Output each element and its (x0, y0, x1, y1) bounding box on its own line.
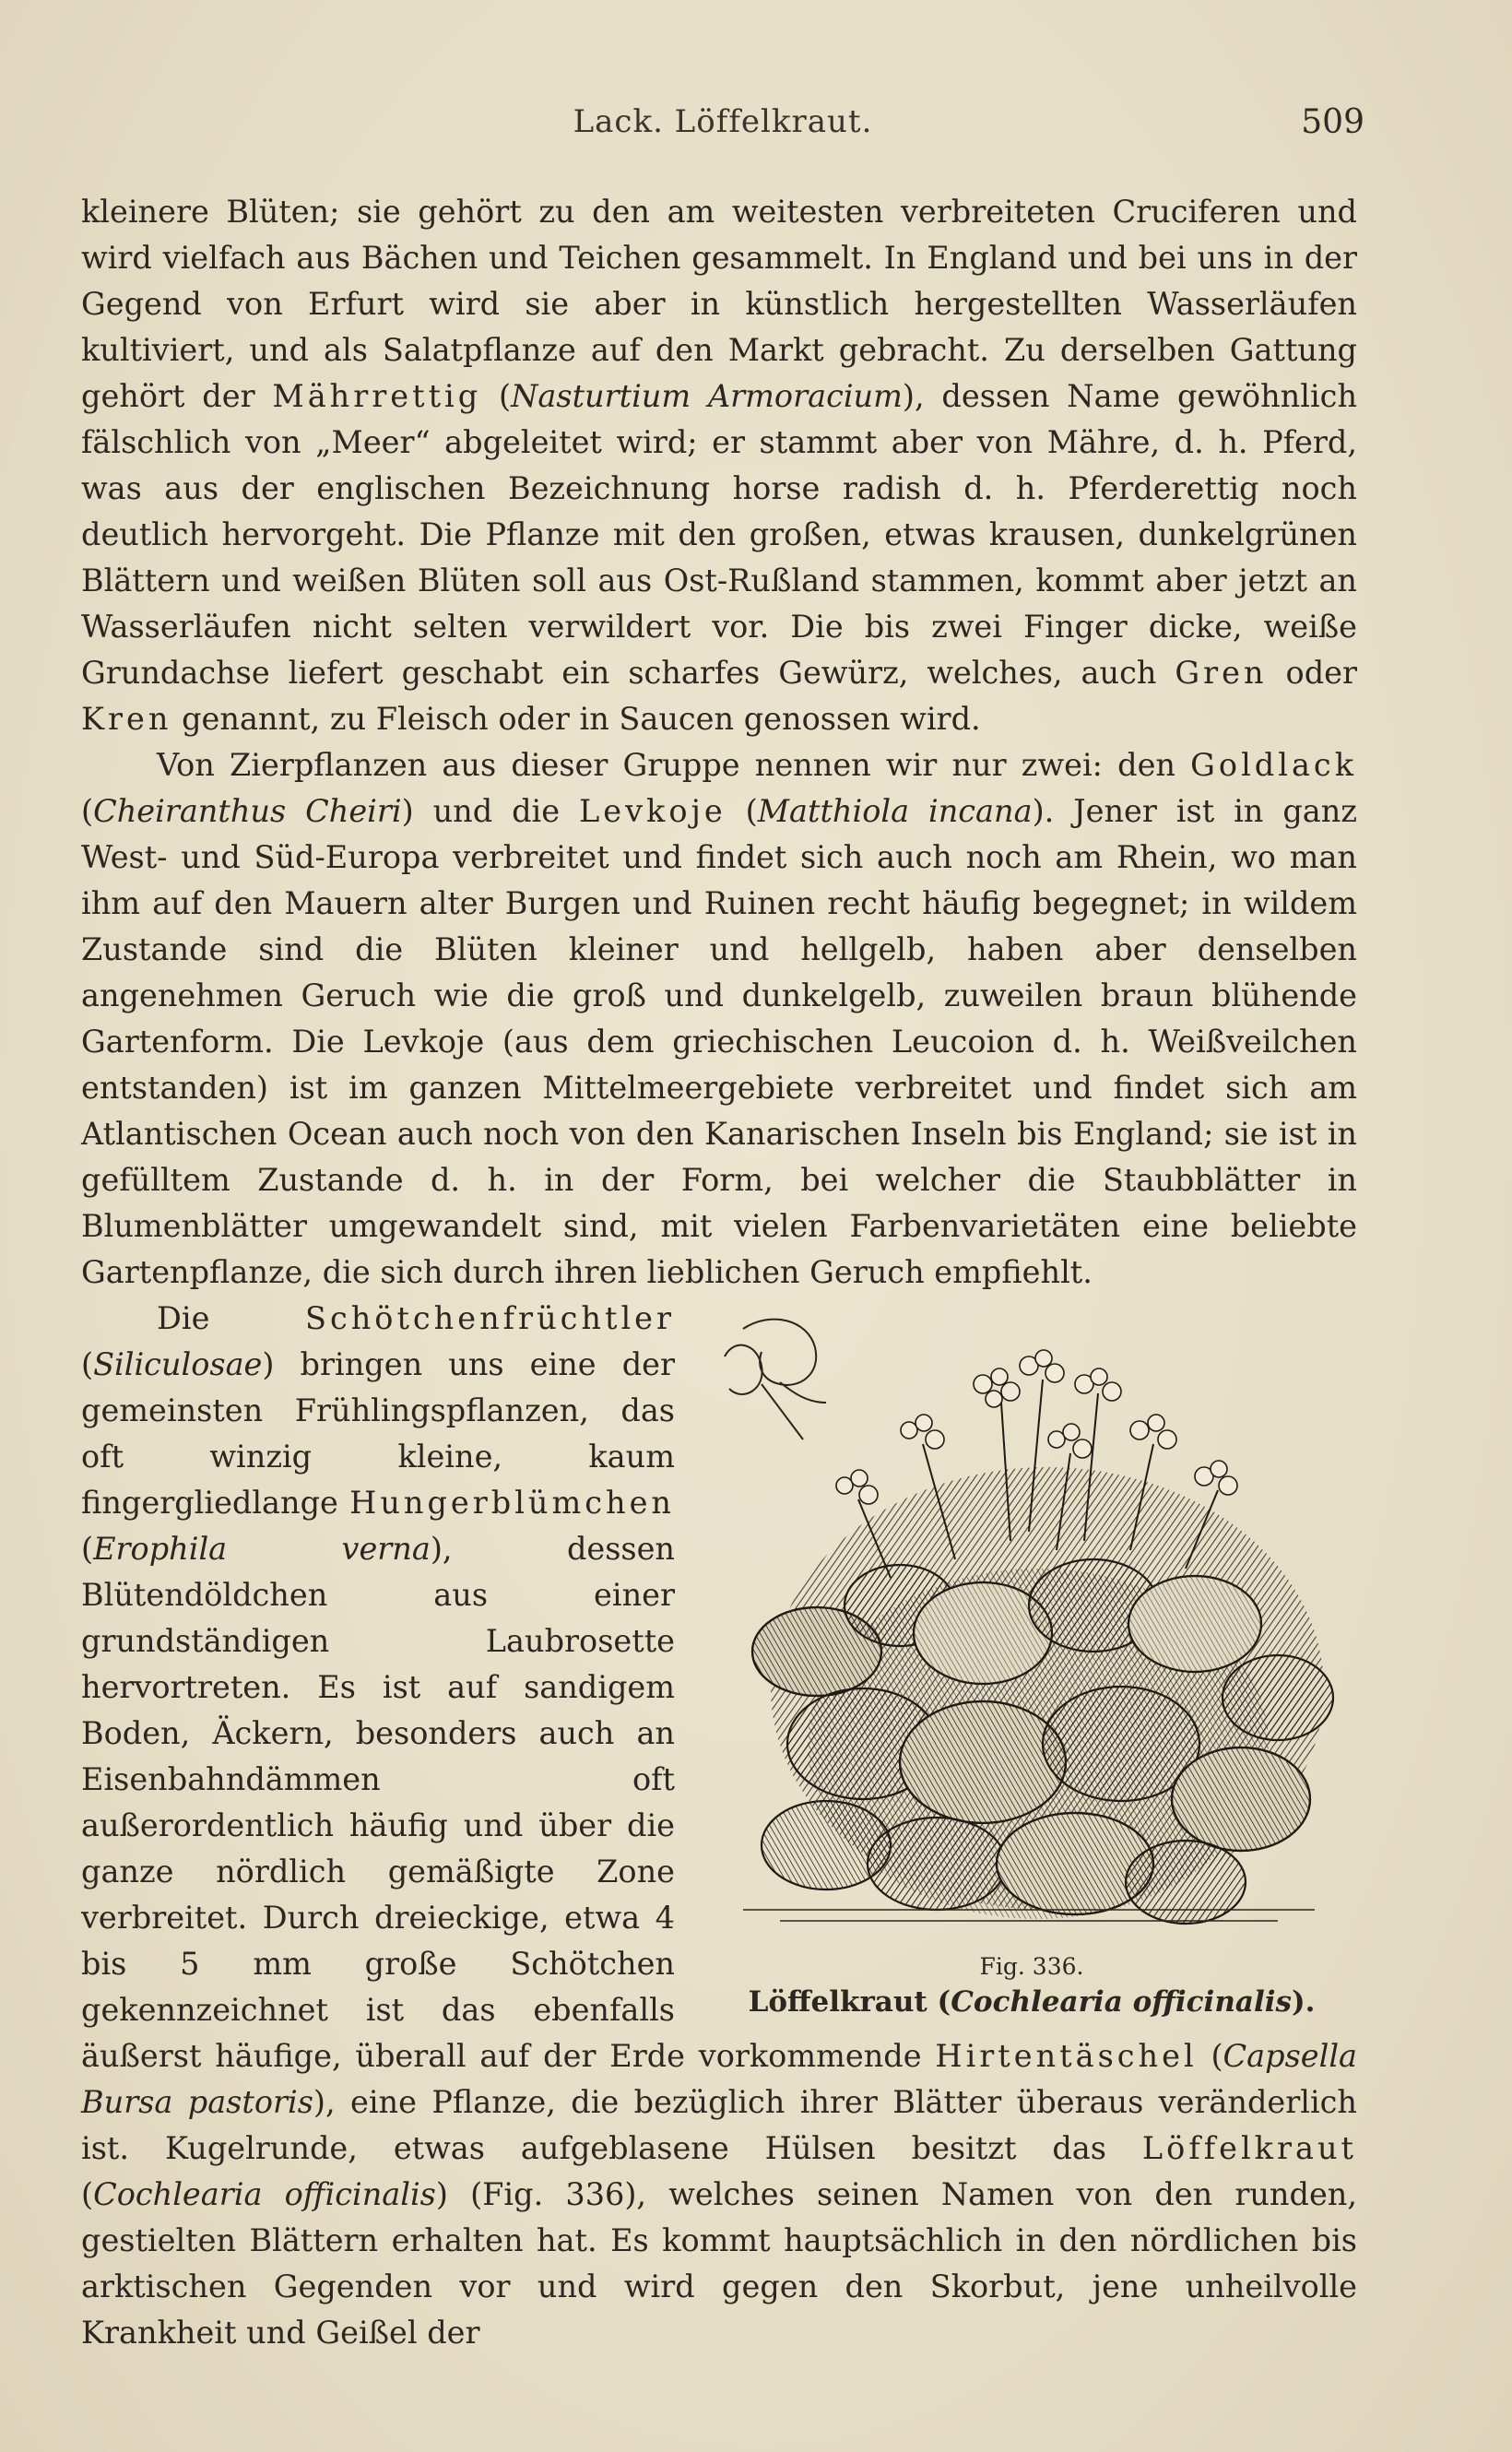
term-schoetchenfruechtler: Schötchenfrüchtler (305, 1300, 675, 1336)
caption-punct: ( (927, 1985, 951, 2019)
term-goldlack: Goldlack (1190, 747, 1357, 783)
text-run: ( (81, 793, 94, 829)
cochlearia-plant-engraving-icon (706, 1301, 1357, 1947)
latin-name: Cochlearia officinalis (93, 2176, 436, 2212)
latin-name: Erophila verna (93, 1531, 431, 1567)
term-kren: Kren (81, 701, 172, 737)
term-meerrettich: Mährrettig (272, 378, 482, 414)
figure-label: Fig. 336. (979, 1953, 1084, 1980)
latin-name: Siliculosae (93, 1346, 263, 1382)
text-run: oder (1267, 655, 1357, 691)
text-run: Die (157, 1300, 305, 1336)
term-hirtentaeschel: Hirtentäschel (935, 2038, 1198, 2074)
latin-name: Capsella Bursa pastoris (81, 2038, 1358, 2120)
text-run: ), dessen Name gewöhnlich fälschlich von „Meer“ abgeleitet wird; er stammt aber von Mähre, d. h. Pferd, was aus der englischen Bezeichnung horse radish d. h. Pferderettig noch deutlich hervorgeht. Die Pflanze mit den großen, etwas krausen, dunkelgrünen Blättern und weißen Blüten soll aus Ost-Rußland stammen, kommt aber jetzt an Wasserläufen nicht selten verwildert vor. Die bis zwei Finger dicke, weiße Grundachse liefert geschabt ein scharfes Gewürz, welches, auch (81, 378, 1358, 691)
caption-latin: Cochlearia officinalis (951, 1985, 1292, 2019)
paragraph-1 (81, 189, 1357, 742)
text-run: ( (726, 793, 758, 829)
text-run: Von Zierpflanzen aus dieser Gruppe nennen wir nur zwei: den (157, 747, 1191, 783)
figure-336 (706, 1301, 1357, 2028)
term-loeffelkraut: Löffelkraut (1141, 2130, 1357, 2166)
text-run: ) bringen uns eine der gemeinsten Frühlingspflanzen, das oft winzig kleine, kaum fingergliedlange (81, 1346, 675, 1521)
body-text (81, 189, 1357, 2356)
text-run: kleinere Blüten; sie gehört zu den am weitesten verbreiteten Cruciferen und wird vielfach aus Bächen und Teichen gesammelt. In England und bei uns in der Gegend von Erfurt wird sie aber in künstlich hergestellten Wasserläufen kultiviert, und als Salatpflanze auf den Markt gebracht. Zu derselben Gattung gehört der (81, 194, 1357, 414)
latin-name: Cheiranthus Cheiri (93, 793, 402, 829)
paragraph-2 (81, 742, 1357, 1296)
caption-name: Löffelkraut (748, 1985, 927, 2019)
caption-punct: ). (1291, 1985, 1316, 2019)
text-run: ) und die (401, 793, 580, 829)
term-gren: Gren (1175, 655, 1268, 691)
page-header (81, 103, 1364, 149)
text-run: ), eine Pflanze, die bezüglich ihrer Blätter überaus veränderlich ist. Kugelrunde, etwas aufgeblasene Hülsen besitzt das (81, 2084, 1358, 2166)
latin-name: Matthiola incana (757, 793, 1033, 829)
figure-caption (706, 1984, 1357, 2020)
text-run: ), dessen Blütendöldchen aus einer grundständigen Laubrosette hervortreten. Es ist auf sandigem Boden, Äckern, besonders auch an Eisenbahndämmen oft außerordentlich häufig und über die ganze nördlich gemäßigte Zone verbreitet. Durch dreieckige, etwa 4 bis 5 mm große Schötchen gekennzeichnet ist das ebenfalls äußerst häufige, überall auf der Erde vorkommende (81, 1531, 936, 2074)
latin-name: Nasturtium Armoracium (511, 378, 903, 414)
text-run: ( (81, 1346, 94, 1382)
text-run: ). Jener ist in ganz West- und Süd-Europa verbreitet und findet sich auch noch am Rhein, wo man ihm auf den Mauern alter Burgen und Ruinen recht häufig begegnet; in wildem Zustande sind die Blüten kleiner und hellgelb, haben aber denselben angenehmen Geruch wie die groß und dunkelgelb, zuweilen braun blühende Gartenform. Die Levkoje (aus dem griechischen Leucoion d. h. Weißveilchen entstanden) ist im ganzen Mittelmeergebiete verbreitet und findet sich am Atlantischen Ocean auch noch von den Kanarischen Inseln bis England; sie ist in gefülltem Zustande d. h. in der Form, bei welcher die Staubblätter in Blumenblätter umgewandelt sind, mit vielen Farbenvarietäten eine beliebte Gartenpflanze, die sich durch ihren lieblichen Geruch empfiehlt. (81, 793, 1357, 1290)
text-run: genannt, zu Fleisch oder in Saucen genossen wird. (171, 701, 981, 737)
text-run: ( (81, 1531, 94, 1567)
text-run: ) (Fig. 336), welches seinen Namen von den runden, gestielten Blättern erhalten hat. Es kommt hauptsächlich in den nördlichen bis arktischen Gegenden vor und wird gegen den Skorbut, jene unheilvolle Krankheit und Geißel der (81, 2176, 1357, 2351)
text-run: ( (1197, 2038, 1223, 2074)
text-run: ( (481, 378, 512, 414)
term-hungerbluemchen: Hungerblümchen (349, 1485, 675, 1521)
running-head: Lack. Löffelkraut. (573, 103, 873, 140)
term-levkoje: Levkoje (579, 793, 726, 829)
page-number: 509 (1301, 103, 1364, 141)
text-run: ( (81, 2176, 94, 2212)
